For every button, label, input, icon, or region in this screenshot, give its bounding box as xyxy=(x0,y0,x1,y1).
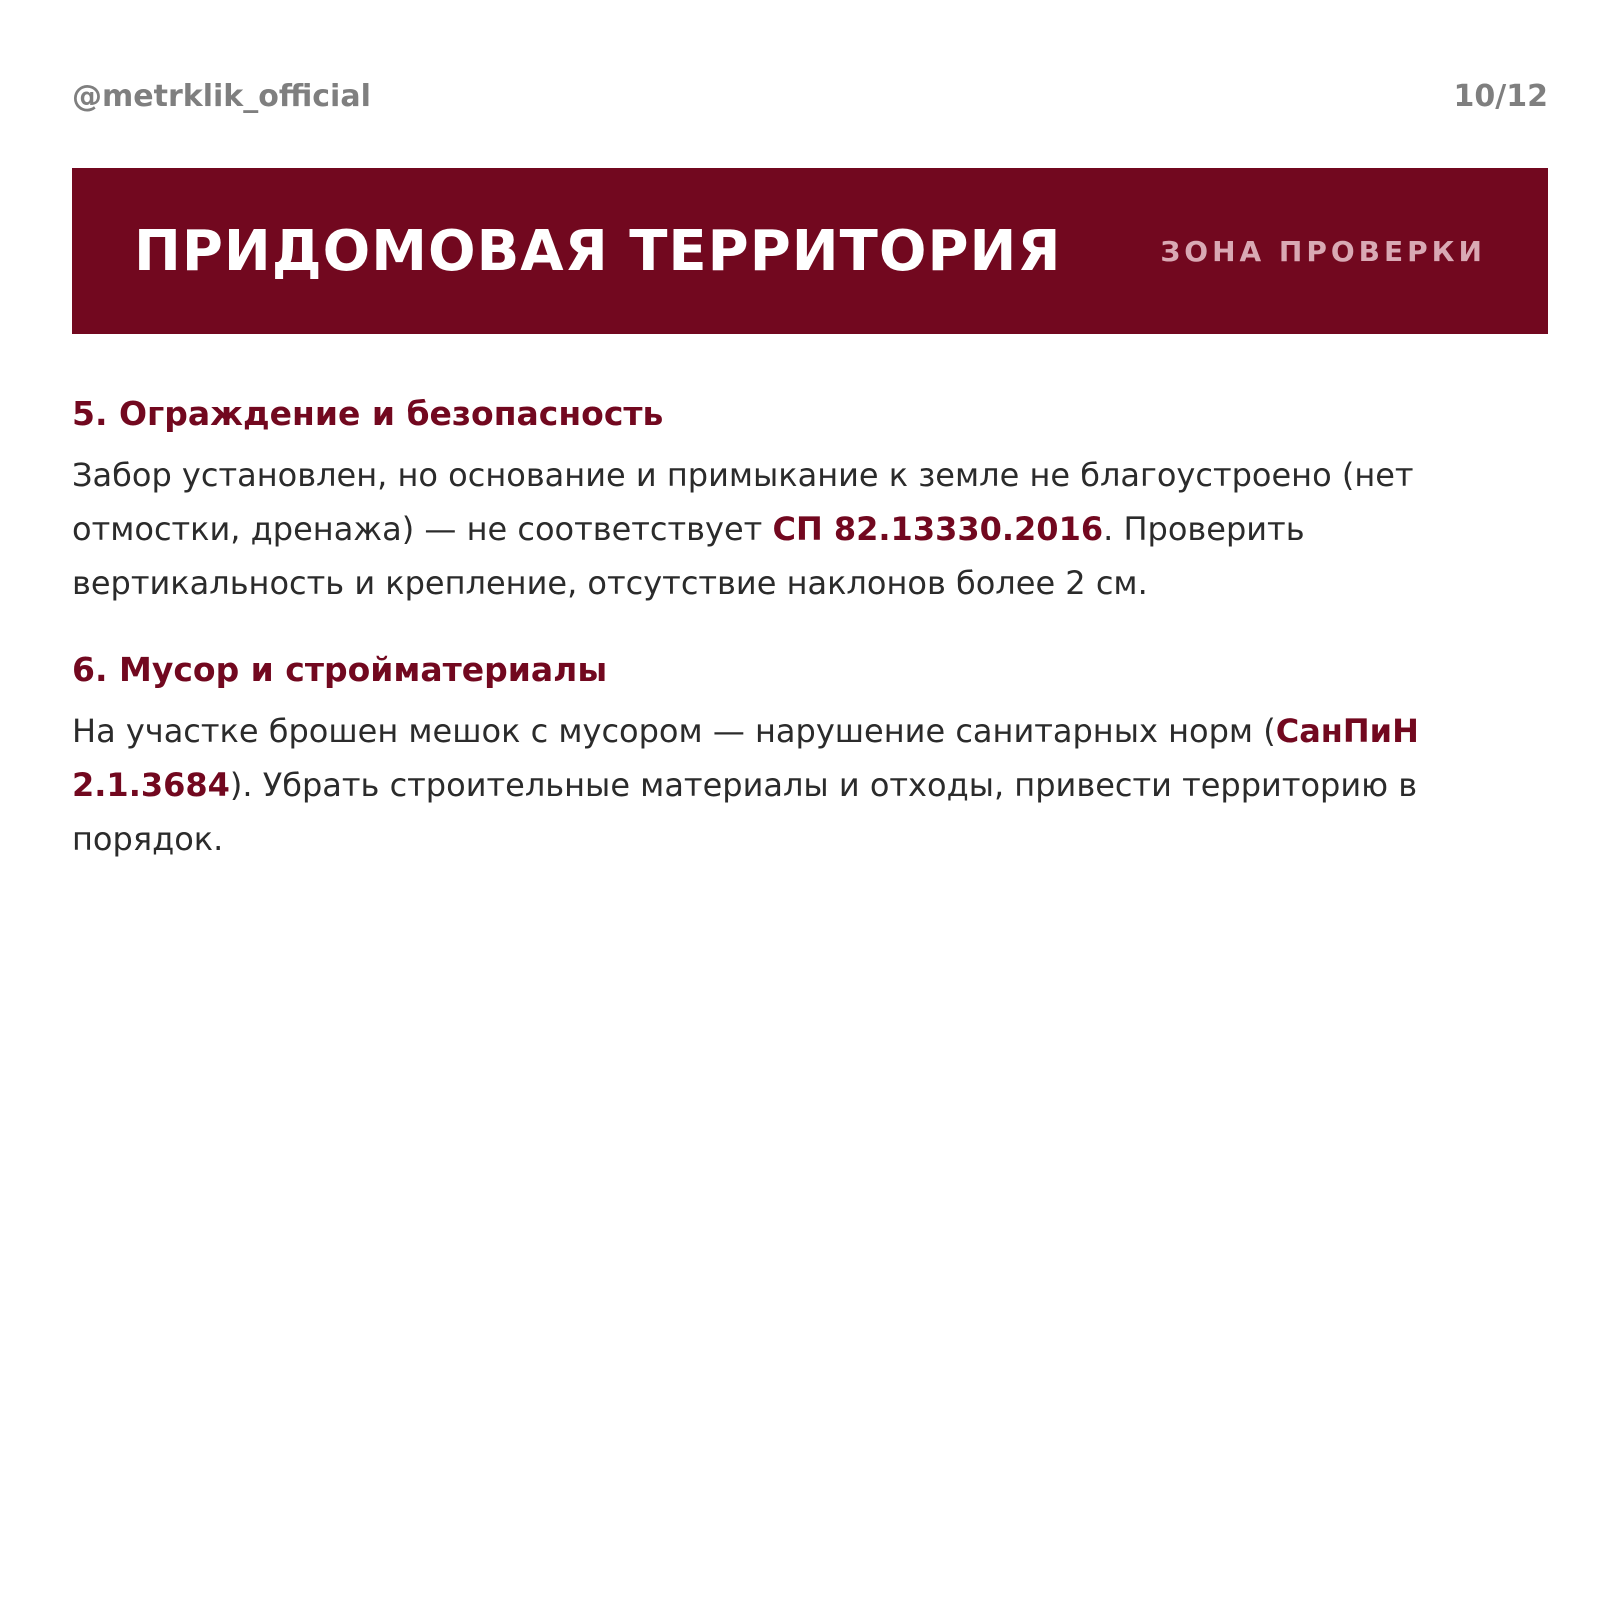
top-bar xyxy=(72,74,1548,118)
body-text: ). Убрать строительные материалы и отходы, привести территорию в порядок. xyxy=(72,766,1418,858)
section-heading: 6. Мусор и стройматериалы xyxy=(72,650,608,689)
banner-tag: ЗОНА ПРОВЕРКИ xyxy=(1160,234,1486,268)
page-counter: 10/12 xyxy=(1453,78,1548,114)
body-text: На участке брошен мешок с мусором — нарушение санитарных норм ( xyxy=(72,712,1276,750)
content-area xyxy=(72,388,1542,900)
banner-title: ПРИДОМОВАЯ ТЕРРИТОРИЯ xyxy=(134,218,1062,284)
section-fence-safety xyxy=(72,388,1542,610)
section-body xyxy=(72,704,1542,866)
section-banner xyxy=(72,168,1548,334)
section-heading: 5. Ограждение и безопасность xyxy=(72,394,664,433)
account-handle: @metrklik_official xyxy=(72,78,371,114)
regulation-reference: СанПиН 2.1.3684 xyxy=(72,712,1419,804)
section-waste-materials xyxy=(72,644,1542,866)
regulation-reference: СП 82.13330.2016 xyxy=(772,510,1104,548)
section-body xyxy=(72,448,1542,610)
body-text: Забор установлен, но основание и примыкание к земле не благоустроено (нет отмостки, дренажа) — не соответствует xyxy=(72,456,1414,548)
body-text: . Проверить вертикальность и крепление, отсутствие наклонов более 2 см. xyxy=(72,510,1305,602)
